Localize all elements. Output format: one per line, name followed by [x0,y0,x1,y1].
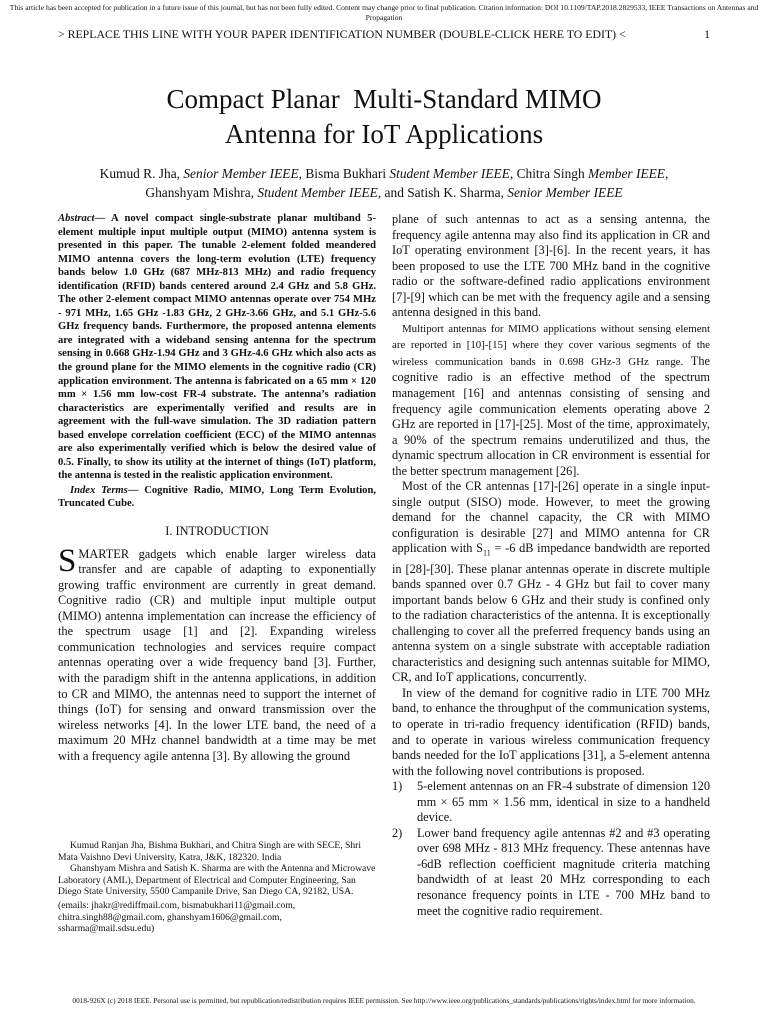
right-paragraph-1: plane of such antennas to act as a sensing antenna, the frequency agile antenna may also find its application in CR and IoT operating environment [3]-[6]. In the recent years, it has been proposed to use the LTE 700 MHz band in the cognitive radio or the software-defined radio applications environment [7]-[9] which can be met with the frequency agile and a sensing antenna designed in this band. [392,212,710,320]
running-header [58,27,710,42]
title-line-1: Compact Planar Multi-Standard MIMO [166,84,602,114]
author-5-role: Senior Member IEEE [507,185,623,200]
list-item-text: 5-element antennas on an FR-4 substrate of dimension 120 mm × 65 mm × 1.56 mm, identical in size to a handheld device. [417,779,710,825]
publication-notice: This article has been accepted for publication in a future issue of this journal, but has not been fully edited. Content may change prior to final publication. Citation information: DOI 10.1109/TAP.2018.2829533, IEEE Transactions on Antennas and Propagation [9,3,759,22]
abstract-text: A novel compact single-substrate planar multiband 5-element multiple input multiple output (MIMO) antenna system is presented in this paper. The tunable 2-element folded meandered MIMO antenna covers the long-term evolution (LTE) frequency bands below 1.0 GHz (687 MHz-813 MHz) and radio frequency identification (RFID) bands centered around 2.4 GHz and 5.8 GHz. The other 2-element compact MIMO antennas operate over 754 MHz - 971 MHz, 1.65 GHz -1.83 GHz, 2 GHz-3.66 GHz, and 5.1 GHz-5.6 GHz frequency bands. Furthermore, the proposed antenna elements are integrated with a wideband sensing antenna for the spectrum sensing in 0.668 GHz-1.94 GHz and 3 GHz-4.6 GHz which also acts as the ground plane for the MIMO elements in the cognitive radio (CR) application environment. The antenna is fabricated on a 65 mm × 120 mm × 1.56 mm low-cost FR-4 substrate. The antenna’s radiation characteristics are experimentally verified and results are in agreement with the full-wave simulation. The 3D radiation pattern based envelope correlation coefficient (ECC) of the MIMO antennas are also experimentally verified which is below the desired value of 0.5. Finally, to show its utility at the internet of things (IoT) platform, the antenna is tested in the realistic application environment. [58,213,376,482]
author-1-role: Senior Member IEEE [183,166,299,181]
abstract [58,212,376,483]
right-paragraph-4: In view of the demand for cognitive radio in LTE 700 MHz band, to enhance the throughput of the communication systems, to operate in tri-radio frequency identification (RFID) bands, and to operate in various wireless communication frequency bands needed for the IoT applications [31], a 5-element antenna with the following novel contributions is proposed. [392,685,710,778]
copyright-footer: 0018-926X (c) 2018 IEEE. Personal use is permitted, but republication/redistribution requires IEEE permission. See http://www.ieee.org/publications_standards/publications/rights/index.html for more information. [72,996,696,1005]
author-5: and Satish K. Sharma, [381,185,508,200]
list-item [392,779,710,826]
author-1: Kumud R. Jha, [99,166,184,181]
author-3-role: Member IEEE [588,166,665,181]
author-3-end: , [664,166,669,181]
author-affiliation-footnote [58,840,376,935]
intro-text: MARTER gadgets which enable larger wireless data transfer and are capable of adapting to exponentially growing traffic environment are currently in great demand. Cognitive radio (CR) and multiple input multiple output (MIMO) antenna implementation can increase the efficiency of the spectrum usage [1] and [2]. Expanding wireless communication technologies and services require compact antennas operating over a wide frequency band [3]. Further, with the paradigm shift in the antenna applications, in addition to CR and MIMO, the antennas need to support the internet of things (IoT) for sensing and onward transmission over the wireless networks [4]. In the lower LTE band, the need of a maximum 20 MHz channel bandwidth at a time may be met with a frequency agile antenna [3]. By allowing the ground [58,546,376,763]
footnote-emails: (emails: jhakr@rediffmail.com, bismabukhari11@gmail.com, chitra.singh88@gmail.com, ghanshyam1606@gmail.com, ssharma@mail.sdsu.edu) [58,899,296,935]
footnote-affiliation-2: Ghanshyam Mishra and Satish K. Sharma are with the Antenna and Microwave Laboratory (AML), Department of Electrical and Computer Engineering, San Diego State University, 5500 Campanile Drive, San Diego CA, 92182, USA. [58,863,376,898]
contribution-list [392,779,710,919]
right-paragraph-3-b: = -6 dB impedance bandwidth are reported in [28]-[30]. These planar antennas operate in discrete multiple bands spanned over 0.7 GHz - 4 GHz but fail to cover many important bands below 6 GHz and their study is confined only to the radiation characteristics of the antenna. It is exceptionally challenging to cover all the preferred frequency bands using an antenna system on a single substrate with acceptable radiation characteristics and designing such antennas suitable for MIMO, CR, and IoT applications, concurrently. [392,541,711,685]
s11-subscript: 11 [483,548,491,558]
section-heading-introduction: I. INTRODUCTION [165,524,269,539]
title-line-2: Antenna for IoT Applications [224,119,544,149]
page-number: 1 [704,27,710,41]
intro-paragraph [58,542,376,765]
list-item-text: Lower band frequency agile antennas #2 and #3 operating over 698 MHz - 813 MHz frequency. These antennas have -6dB reflection coefficient magnitude criteria matching bandwidth of at least 20 MHz corresponding to each resonance frequency points in LTE - 700 MHz band to meet the cognitive radio requirement. [417,825,710,918]
list-item [392,826,710,919]
author-list [60,164,708,202]
author-2-role: Student Member IEEE [389,166,510,181]
footnote-affiliation-1: Kumud Ranjan Jha, Bishma Bukhari, and Chitra Singh are with SECE, Shri Mata Vaishno Devi University, Katra, J&K, 182320. India [58,840,361,863]
right-column [392,212,710,919]
list-item-number: 2) [392,825,403,840]
author-4: Ghanshyam Mishra, [145,185,258,200]
list-item-number: 1) [392,779,403,794]
paper-id-placeholder[interactable]: > REPLACE THIS LINE WITH YOUR PAPER IDENTIFICATION NUMBER (DOUBLE-CLICK HERE TO EDIT) < [58,27,626,41]
abstract-label: Abstract [58,213,95,224]
index-terms [58,484,376,511]
author-3: , Chitra Singh [509,166,589,181]
index-terms-dash: — [127,484,145,496]
abstract-dash: — [94,213,111,224]
right-paragraph-2-rest: The cognitive radio is an effective method of the spectrum management [16] and antennas consisting of sensing and frequency agile communication elements operating above 2 GHz are reported in [17]-[25]. Most of the time, approximately, a 90% of the spectrum remains underutilized and thus, the dynamic spectrum allocation in CR environment is essential for the better spectrum management [26]. [392,353,711,478]
multiport-sentence: Multiport antennas for MIMO applications without sensing element are reported in [10]-[15] where they cover various segments of the wireless communication bands in 0.698 GHz-3 GHz range. [392,322,710,368]
index-terms-label: Index Terms [70,484,128,496]
right-paragraph-3 [392,479,710,686]
drop-cap: S [58,542,77,579]
right-paragraph-2 [392,321,710,479]
author-4-role: Student Member IEEE, [257,185,382,200]
left-column [58,212,376,764]
right-paragraph-3-a: Most of the CR antennas [17]-[26] operate in a single input-single output (SISO) mode. However, to meet the growing demand for the channel capacity, the CR with MIMO configuration is desirable [27] and MIMO antenna for CR application with S [392,479,710,556]
paper-title [60,82,708,152]
index-terms-text: Cognitive Radio, MIMO, Long Term Evolution, Truncated Cube. [58,484,377,510]
author-2: , Bisma Bukhari [298,166,390,181]
